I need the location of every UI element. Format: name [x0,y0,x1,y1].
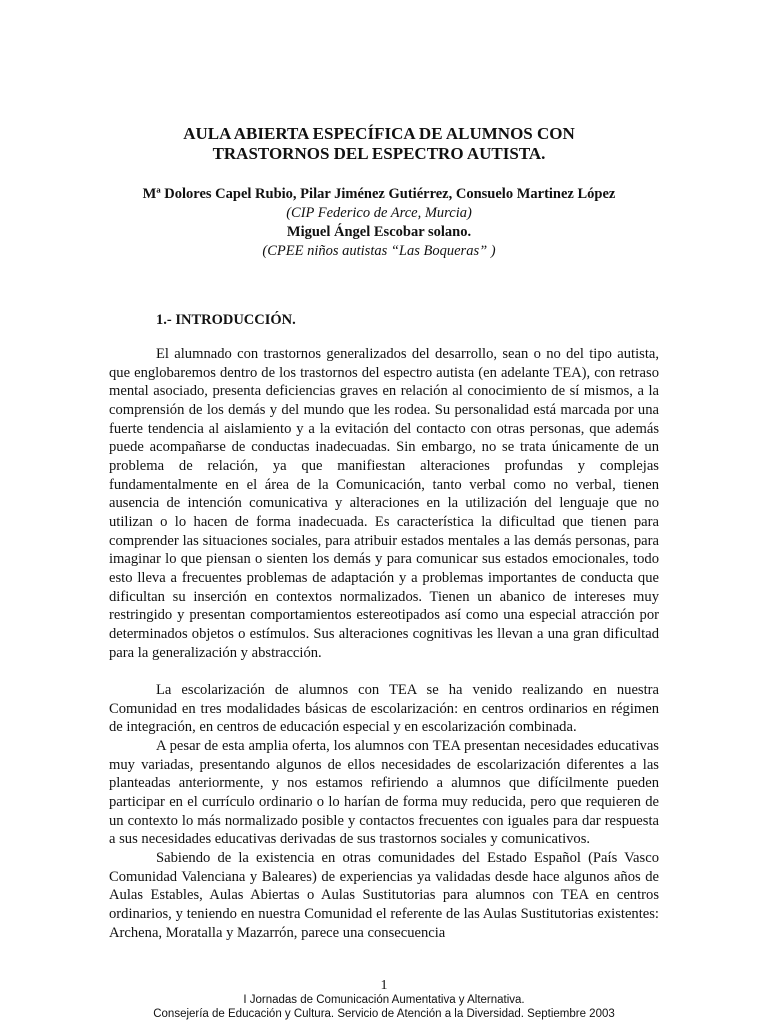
page-number: 1 [380,978,388,993]
title-line-2: TRASTORNOS DEL ESPECTRO AUTISTA. [212,144,546,163]
paragraph: A pesar de esta amplia oferta, los alumnos con TEA presentan necesidades educativas muy variadas, presentando algunos de ellos necesidades de escolarización diferentes a las planteadas anteriormente, y nos estamos refiriendo a alumnos que difícilmente pueden participar en el currículo ordinario o lo harían de forma muy reducida, pero que requieren de un contexto lo más normalizado posible y contactos frecuentes con iguales para dar respuesta a sus necesidades educativas derivadas de sus trastornos sociales y comunicativos. [109,738,659,848]
body-text [109,345,659,942]
affiliation-1: (CIP Federico de Arce, Murcia) [286,205,472,221]
paragraph: La escolarización de alumnos con TEA se ha venido realizando en nuestra Comunidad en tres modalidades básicas de escolarización: en centros ordinarios en régimen de integración, en centros de educación especial y en escolarización combinada. [109,682,659,736]
page-footer [60,993,708,1021]
authors-line-1: Mª Dolores Capel Rubio, Pilar Jiménez Gutiérrez, Consuelo Martinez López [142,186,616,202]
title-line-1: AULA ABIERTA ESPECÍFICA DE ALUMNOS CON [183,124,575,143]
footer-line-1: I Jornadas de Comunicación Aumentativa y Alternativa. [243,994,525,1006]
footer-line-2: Consejería de Educación y Cultura. Servicio de Atención a la Diversidad. Septiembre 2003 [153,1008,615,1020]
authors-block [60,185,698,261]
affiliation-2: (CPEE niños autistas “Las Boqueras” ) [262,243,496,259]
authors-line-2: Miguel Ángel Escobar solano. [286,224,472,240]
paragraph: Sabiendo de la existencia en otras comunidades del Estado Español (País Vasco Comunidad Valenciana y Baleares) de experiencias ya validadas desde hace algunos años de Aulas Estables, Aulas Abiertas o Aulas Sustitutorias para alumnos con TEA en centros ordinarios, y teniendo en nuestra Comunidad el referente de las Aulas Sustitutorias existentes: Archena, Moratalla y Mazarrón, parece una consecuencia [109,850,659,941]
paragraph: El alumnado con trastornos generalizados del desarrollo, sean o no del tipo autista, que englobaremos dentro de los trastornos del espectro autista (en adelante TEA), con retraso mental asociado, presenta deficiencias graves en relación al conocimiento de sí mismos, a la comprensión de los demás y del mundo que les rodea. Su personalidad está marcada por una fuerte tendencia al aislamiento y a la evitación del contacto con otras personas, que además puede acompañarse de conductas inadecuadas. Sin embargo, no se trata únicamente de un problema de relación, ya que manifiestan alteraciones profundas y complejas fundamentalmente en el área de la Comunicación, tanto verbal como no verbal, tienen ausencia de intención comunicativa y alteraciones en la utilización del lenguaje que no utilizan o lo hacen de forma inadecuada. Es característica la dificultad que tienen para comprender las situaciones sociales, para atribuir estados mentales a las demás personas, para imaginar lo que piensan o sienten los demás y para comunicar sus estados emocionales, todo esto lleva a frecuentes problemas de adaptación y a problemas importantes de conducta que dificultan su inserción en contextos normalizados. Tienen un abanico de intereses muy restringido y presentan comportamientos estereotipados así como una especial atracción por determinados objetos o estímulos. Sus alteraciones cognitivas les llevan a una gran dificultad para la generalización y abstracción. [109,346,659,661]
document-title [90,124,668,164]
section-heading: 1.- INTRODUCCIÓN. [156,312,296,328]
